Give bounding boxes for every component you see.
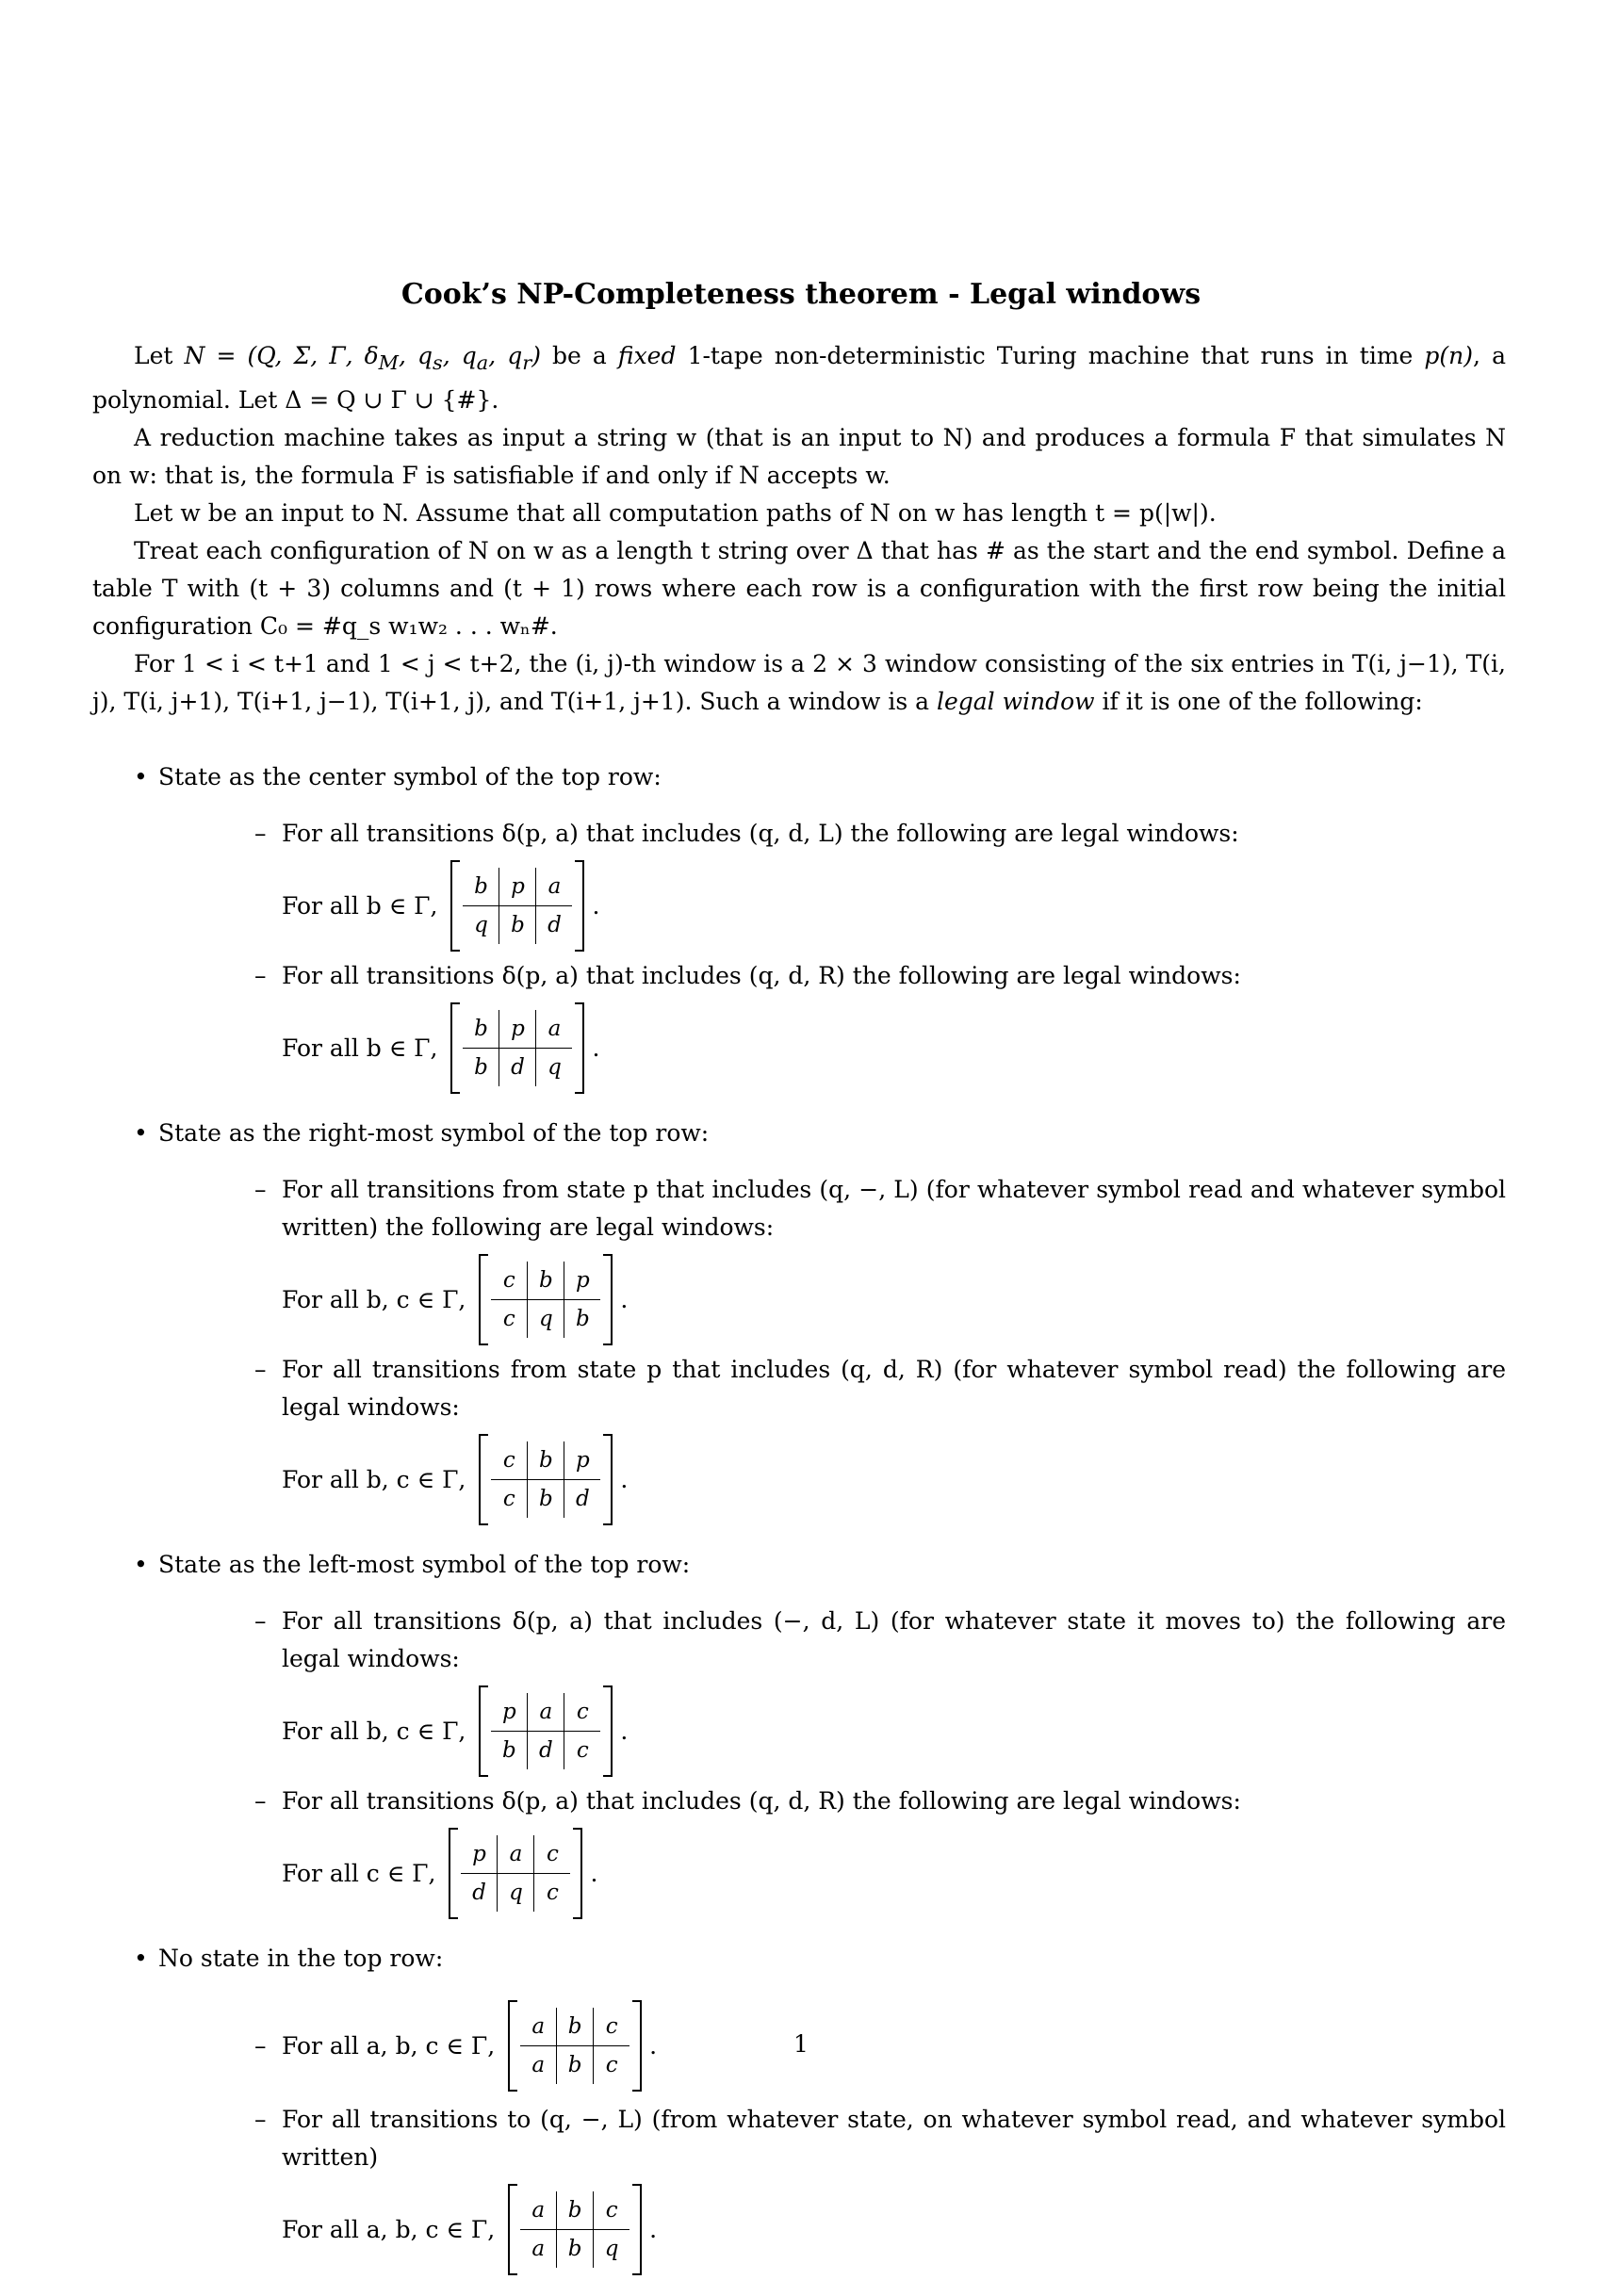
forall-label: For all a, b, c ∈ Γ, xyxy=(282,2031,496,2060)
window-cell: c xyxy=(502,1487,515,1511)
window-cell: c xyxy=(594,2191,630,2230)
window-cell: d xyxy=(564,1480,601,1519)
period: . xyxy=(620,1717,629,1745)
item-text: For all transitions δ(p, a) that includes (q, d, L) the following are legal windows: xyxy=(282,820,1239,847)
dash-icon: – xyxy=(254,2106,267,2133)
forall-row xyxy=(282,860,1506,952)
window-cell: q xyxy=(474,913,488,937)
forall-label: For all b, c ∈ Γ, xyxy=(282,1717,466,1745)
period: . xyxy=(620,1465,629,1493)
window-cell: p xyxy=(499,1010,536,1049)
window-cell: a xyxy=(528,1693,564,1732)
legal-window xyxy=(450,860,584,952)
section-heading: No state in the top row: xyxy=(158,1945,444,1972)
paragraph-table: Treat each configuration of N on w as a length t string over Δ that has # as the start and the end symbol. Define a table T with (t + 3) columns and (t + 1) rows where each row is a configuration with the first row being the initial configuration C₀ = #q_s w₁w₂ . . . wₙ#. xyxy=(92,537,1506,640)
window-cell: a xyxy=(498,1835,534,1874)
dash-icon: – xyxy=(254,820,267,847)
item-list xyxy=(158,815,1506,1094)
period: . xyxy=(592,891,600,920)
window-cell: b xyxy=(564,1300,601,1339)
list-item xyxy=(158,957,1506,1094)
section-heading: State as the left-most symbol of the top row: xyxy=(158,1551,691,1578)
window-cell: c xyxy=(534,1835,571,1874)
window-cell: a xyxy=(520,2008,557,2046)
p5-text-b: if it is one of the following: xyxy=(1094,688,1423,715)
paragraph-reduction: A reduction machine takes as input a string w (that is an input to N) and produces a formula F that simulates N on w: that is, the formula F is satisfiable if and only if N accepts w. xyxy=(92,424,1506,489)
window-cell: c xyxy=(594,2008,630,2046)
window-cell: c xyxy=(491,1441,528,1480)
p1-fixed: fixed xyxy=(617,342,677,369)
section-heading: State as the center symbol of the top row: xyxy=(158,763,662,790)
item-text: For all transitions δ(p, a) that includes (q, d, R) the following are legal windows: xyxy=(282,962,1241,989)
dash-icon: – xyxy=(254,1607,267,1635)
p1-tuple-5: ) xyxy=(531,342,541,369)
forall-row xyxy=(282,1254,1506,1345)
forall-label: For all b ∈ Γ, xyxy=(282,891,438,920)
window-cell: d xyxy=(499,1049,536,1087)
window-cell: b xyxy=(528,1262,564,1300)
window-cell: b xyxy=(557,2230,594,2269)
window-cell: c xyxy=(534,1874,571,1913)
window-cell: a xyxy=(536,868,573,906)
section-heading: State as the right-most symbol of the top row: xyxy=(158,1119,710,1147)
forall-label: For all c ∈ Γ, xyxy=(282,1859,436,1887)
item-text: For all transitions δ(p, a) that includes (q, d, R) the following are legal windows: xyxy=(282,1787,1241,1815)
p1-text-a: Let xyxy=(134,342,185,369)
forall-label: For all b, c ∈ Γ, xyxy=(282,1285,466,1313)
item-text: For all transitions δ(p, a) that includes (−, d, L) (for whatever state it moves to) the following are legal windows: xyxy=(282,1607,1506,1672)
legal-window xyxy=(450,1002,584,1094)
window-cell: b xyxy=(557,2008,594,2046)
window-cell: b xyxy=(463,1010,499,1049)
bullet-icon: • xyxy=(134,1551,148,1578)
forall-row xyxy=(282,1434,1506,1525)
section-no-state xyxy=(92,1940,1506,2275)
item-text: For all transitions to (q, −, L) (from whatever state, on whatever symbol read, and whatever symbol written) xyxy=(282,2106,1506,2171)
window-cell: c xyxy=(491,1262,528,1300)
dash-icon: – xyxy=(254,2031,267,2060)
period: . xyxy=(620,1285,629,1313)
p1-pn: p(n) xyxy=(1424,342,1474,369)
p1-tuple-3: , q xyxy=(442,342,477,369)
window-cell: b xyxy=(474,1055,488,1080)
list-item xyxy=(158,1603,1506,1777)
p1-sub-m: M xyxy=(378,351,399,374)
bullet-icon: • xyxy=(134,1945,148,1972)
window-cell: b xyxy=(528,1441,564,1480)
legal-window xyxy=(449,1828,582,1919)
section-left-most xyxy=(92,1546,1506,1919)
forall-label: For all b ∈ Γ, xyxy=(282,1034,438,1062)
section-right-most xyxy=(92,1115,1506,1525)
forall-row xyxy=(282,1828,1506,1919)
window-cell: c xyxy=(594,2046,630,2085)
list-item xyxy=(158,815,1506,952)
dash-icon: – xyxy=(254,962,267,989)
bullet-icon: • xyxy=(134,763,148,790)
bullet-icon: • xyxy=(134,1119,148,1147)
window-cell: q xyxy=(498,1874,534,1913)
p1-sub-s: s xyxy=(433,351,443,374)
window-cell: b xyxy=(528,1480,564,1519)
paragraph-definition xyxy=(92,337,1506,419)
p5-legal-window: legal window xyxy=(936,688,1095,715)
window-cell: p xyxy=(461,1835,498,1874)
window-cell: b xyxy=(557,2046,594,2085)
window-cell: d xyxy=(472,1881,486,1905)
window-cell: d xyxy=(536,906,573,945)
list-item xyxy=(158,1171,1506,1345)
window-cell: c xyxy=(564,1732,601,1770)
p1-sub-a: a xyxy=(476,351,489,374)
window-cell: b xyxy=(463,868,499,906)
p5-text-a: For 1 < i < t+1 and 1 < j < t+2, the (i, j)-th window is a 2 × 3 window consisting of the six entries in T(i, j−1), T(i, j), T(i, j+1), T(i+1, j−1), T(i+1, j), and T(i+1, j+1). Such a window is a xyxy=(92,650,1506,715)
window-cell: a xyxy=(536,1010,573,1049)
p1-tuple-1: = (Q, Σ, Γ, δ xyxy=(204,342,379,369)
legal-window xyxy=(479,1434,613,1525)
p1-tuple-4: , q xyxy=(488,342,523,369)
forall-label: For all a, b, c ∈ Γ, xyxy=(282,2215,496,2243)
window-cell: c xyxy=(502,1307,515,1331)
p1-var-n: N xyxy=(184,342,205,369)
window-cell: b xyxy=(502,1738,516,1763)
item-list xyxy=(158,1603,1506,1919)
window-cell: a xyxy=(531,2237,546,2261)
paragraph-window xyxy=(92,645,1506,721)
document-body xyxy=(92,337,1506,2296)
window-cell: a xyxy=(520,2191,557,2230)
legal-window xyxy=(479,1254,613,1345)
legal-window xyxy=(508,2184,642,2275)
period: . xyxy=(590,1859,598,1887)
p1-text-d: , a polynomial. Let Δ = Q ∪ Γ ∪ {#}. xyxy=(92,342,1506,414)
list-item xyxy=(158,1351,1506,1525)
p1-text-b: be a xyxy=(540,342,618,369)
forall-label: For all b, c ∈ Γ, xyxy=(282,1465,466,1493)
window-cell: p xyxy=(499,868,536,906)
dash-icon: – xyxy=(254,1787,267,1815)
page-number: 1 xyxy=(793,2030,809,2058)
list-item xyxy=(158,2101,1506,2275)
window-cell: b xyxy=(557,2191,594,2230)
window-cell: c xyxy=(564,1693,601,1732)
window-cell: d xyxy=(528,1732,564,1770)
period: . xyxy=(649,2031,658,2060)
legal-window xyxy=(479,1685,613,1777)
window-cell: p xyxy=(564,1262,601,1300)
period: . xyxy=(649,2215,658,2243)
paragraph-input: Let w be an input to N. Assume that all computation paths of N on w has length t = p(|w|). xyxy=(134,499,1217,527)
p1-text-c: 1-tape non-deterministic Turing machine that runs in time xyxy=(676,342,1425,369)
forall-row xyxy=(282,1685,1506,1777)
forall-row xyxy=(282,2184,1506,2275)
p1-tuple-2: , q xyxy=(399,342,433,369)
window-cell: p xyxy=(491,1693,528,1732)
forall-row xyxy=(282,1002,1506,1094)
window-cell: p xyxy=(564,1441,601,1480)
window-cell: a xyxy=(531,2053,546,2077)
page-title: Cook’s NP-Completeness theorem - Legal windows xyxy=(400,278,1202,311)
window-cell: q xyxy=(528,1300,564,1339)
window-cell: q xyxy=(594,2230,630,2269)
window-cell: b xyxy=(499,906,536,945)
item-text: For all transitions from state p that includes (q, d, R) (for whatever symbol read) the following are legal windows: xyxy=(282,1356,1506,1421)
window-cell: q xyxy=(536,1049,573,1087)
item-text: For all transitions from state p that includes (q, −, L) (for whatever symbol read and whatever symbol written) the following are legal windows: xyxy=(282,1176,1506,1241)
item-list xyxy=(158,1171,1506,1525)
dash-icon: – xyxy=(254,1356,267,1383)
dash-icon: – xyxy=(254,1176,267,1203)
period: . xyxy=(592,1034,600,1062)
section-center xyxy=(92,758,1506,1094)
p1-sub-r: r xyxy=(522,351,532,374)
list-item xyxy=(158,1783,1506,1919)
